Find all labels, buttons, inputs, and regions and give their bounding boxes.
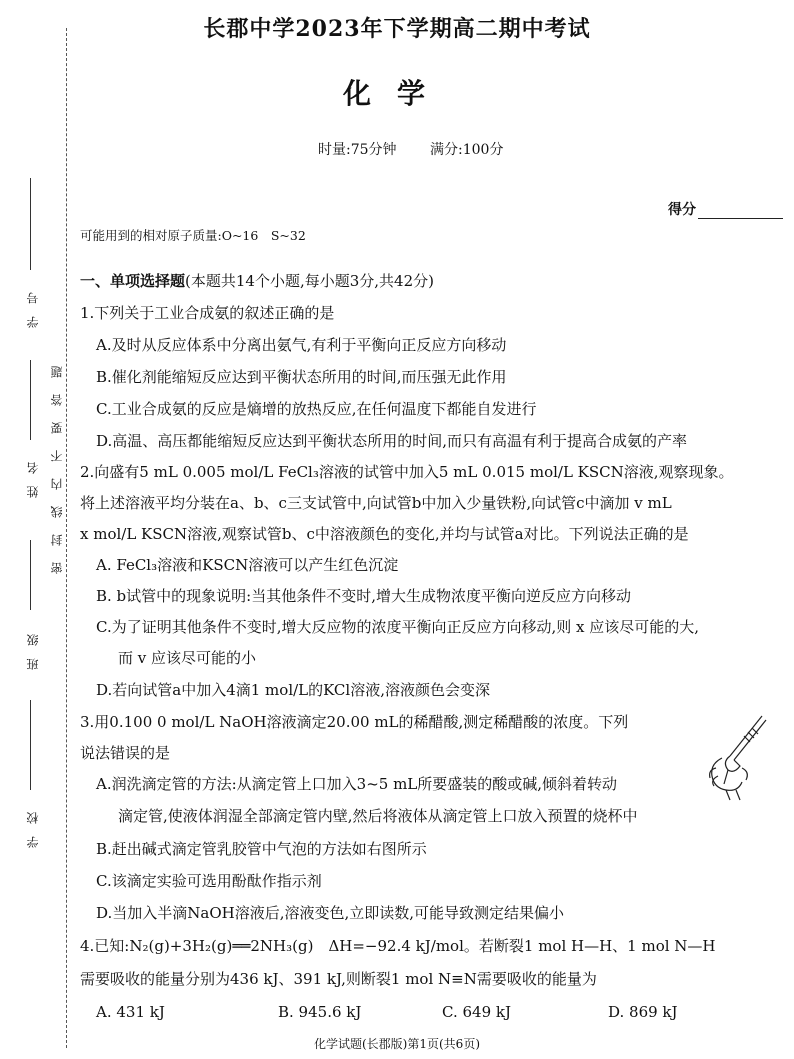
q2-stem-line3: x mol/L KSCN溶液,观察试管b、c中溶液颜色的变化,并均与试管a对比。下列说法正确的是 [80,525,689,543]
q1-option-a: A.及时从反应体系中分离出氨气,有利于平衡向正反应方向移动 [96,336,507,354]
seal-dashed-line [66,28,67,1048]
q4-option-d: D. 869 kJ [608,1003,678,1021]
section-note: (本题共14个小题,每小题3分,共42分) [185,272,434,290]
full-score: 满分:100分 [430,142,504,158]
student-id-label: 学号 [26,280,40,328]
atomic-masses-note: 可能用到的相对原子质量:O~16 S~32 [80,228,306,243]
q3-option-b: B.赶出碱式滴定管乳胶管中气泡的方法如右图所示 [96,840,427,858]
name-blank[interactable] [30,360,31,440]
q4-option-b: B. 945.6 kJ [278,1003,362,1021]
section-title: 一、单项选择题 [80,272,186,290]
school-blank[interactable] [30,700,31,790]
q2-option-a: A. FeCl₃溶液和KSCN溶液可以产生红色沉淀 [96,556,399,574]
score-blank[interactable] [698,204,783,219]
q3-option-a-cont: 滴定管,使液体润湿全部滴定管内壁,然后将液体从滴定管上口放入预置的烧杯中 [118,807,638,825]
exam-title: 长郡中学2023年下学期高二期中考试 [203,16,591,42]
score-label: 得分 [668,202,696,218]
student-id-blank[interactable] [30,178,31,270]
q4-option-c: C. 649 kJ [442,1003,511,1021]
subject-title: 化学 [342,77,451,110]
q1-option-b: B.催化剂能缩短反应达到平衡状态所用的时间,而压强无此作用 [96,368,507,386]
q4-stem-line1: 4.已知:N₂(g)+3H₂(g)══2NH₃(g) ΔH=−92.4 kJ/mol。若断裂1 mol H—H、1 mol N—H [80,937,716,955]
q1-stem: 1.下列关于工业合成氨的叙述正确的是 [80,304,335,322]
q2-option-d: D.若向试管a中加入4滴1 mol/L的KCl溶液,溶液颜色会变深 [96,681,490,699]
name-label: 姓名 [26,450,40,498]
q1-option-d: D.高温、高压都能缩短反应达到平衡状态所用的时间,而只有高温有利于提高合成氨的产率 [96,432,688,450]
class-blank[interactable] [30,540,31,610]
page-footer: 化学试题(长郡版)第1页(共6页) [314,1037,480,1051]
section-heading [80,270,434,291]
q2-option-c-cont: 而 v 应该尽可能的小 [118,649,257,667]
q3-stem-line1: 3.用0.100 0 mol/L NaOH溶液滴定20.00 mL的稀醋酸,测定稀醋酸的浓度。下列 [80,713,629,731]
q2-stem-line2: 将上述溶液平均分装在a、b、c三支试管中,向试管b中加入少量铁粉,向试管c中滴加 v mL [80,494,672,512]
q2-option-b: B. b试管中的现象说明:当其他条件不变时,增大生成物浓度平衡向逆反应方向移动 [96,587,631,605]
q2-option-c: C.为了证明其他条件不变时,增大反应物的浓度平衡向正反应方向移动,则 x 应该尽可能的大, [96,618,700,636]
seal-line-notice: 密封线内不要答题 [50,350,64,574]
burette-bubble-removal-figure [700,712,780,802]
q3-option-a: A.润洗滴定管的方法:从滴定管上口加入3~5 mL所要盛装的酸或碱,倾斜着转动 [96,775,618,793]
q3-stem-line2: 说法错误的是 [80,744,171,762]
q3-option-d: D.当加入半滴NaOH溶液后,溶液变色,立即读数,可能导致测定结果偏小 [96,904,565,922]
exam-duration: 时量:75分钟 [318,142,397,158]
school-label: 学校 [26,800,40,848]
score-field [668,199,783,219]
q2-stem-line1: 2.向盛有5 mL 0.005 mol/L FeCl₃溶液的试管中加入5 mL 0.015 mol/L KSCN溶液,观察现象。 [80,463,734,481]
q4-stem-line2: 需要吸收的能量分别为436 kJ、391 kJ,则断裂1 mol N≡N需要吸收的能量为 [80,970,597,988]
q3-option-c: C.该滴定实验可选用酚酞作指示剂 [96,872,322,890]
class-label: 班级 [26,622,40,670]
q1-option-c: C.工业合成氨的反应是熵增的放热反应,在任何温度下都能自发进行 [96,400,537,418]
q4-option-a: A. 431 kJ [96,1003,165,1021]
